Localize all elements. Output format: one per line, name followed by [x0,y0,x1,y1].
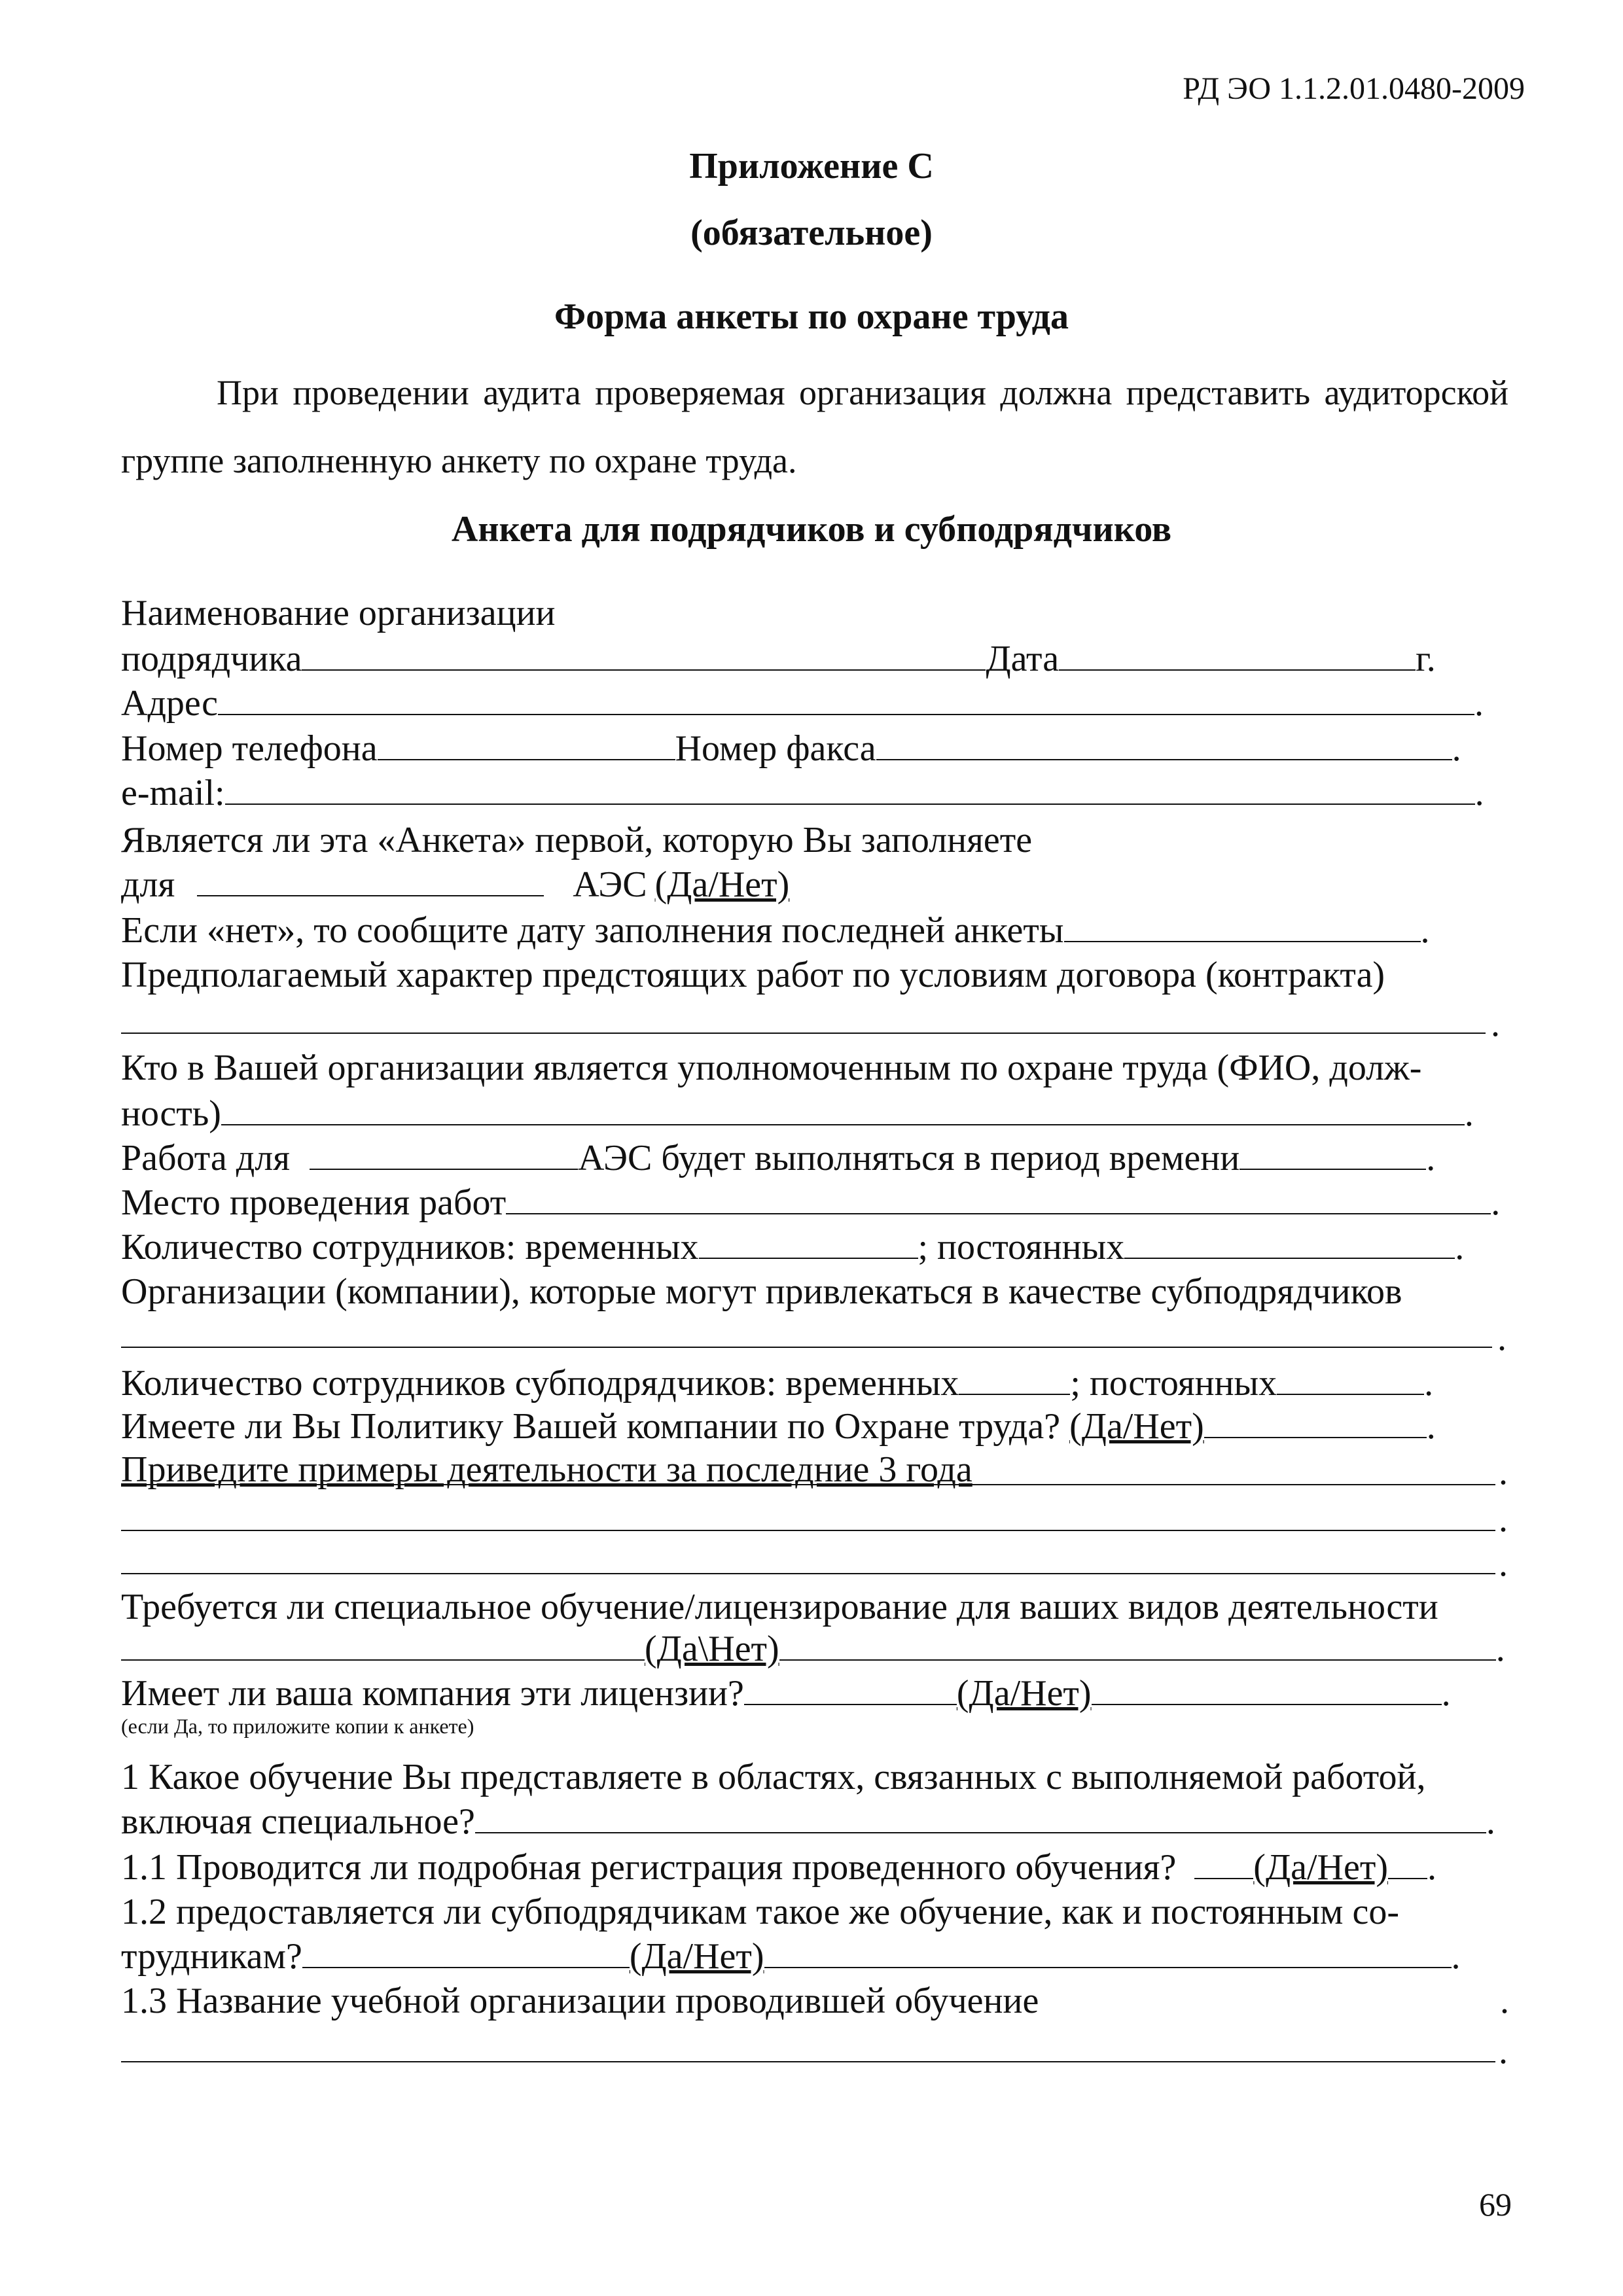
question-1-1-label: 1.1 Проводится ли подробная регистрация проведенного обучения? [121,1847,1177,1888]
policy-yesno[interactable]: (Да/Нет) [1069,1406,1204,1447]
sub-staff-temporary-label: Количество сотрудников субподрядчиков: временных [121,1363,959,1404]
question-1-1-row: 1.1 Проводится ли подробная регистрация проведенного обучения? (Да/Нет) . [121,1847,1436,1888]
work-for-plant-field[interactable] [310,1140,578,1170]
work-for-label: Работа для [121,1138,290,1178]
licenses-label: Имеет ли ваша компания эти лицензии? [121,1673,744,1714]
subcontractors-label: Организации (компании), которые могут привлекаться в качестве субподрядчиков [121,1271,1402,1312]
address-field[interactable] [218,685,1474,715]
year-suffix: г. [1416,639,1436,679]
sub-staff-row: Количество сотрудников субподрядчиков: временных ; постоянных . [121,1363,1434,1404]
training-requirement-row: (Да\Нет) . [121,1628,1505,1670]
staff-temporary-label: Количество сотрудников: временных [121,1227,699,1267]
question-1-row: включая специальное? . [121,1801,1495,1842]
first-questionnaire-question: Является ли эта «Анкета» первой, которую Вы заполняете [121,820,1033,860]
phone-fax-row: Номер телефона Номер факса . [121,728,1461,769]
email-label: e-mail: [121,773,225,813]
policy-row: Имеете ли Вы Политику Вашей компании по Охране труда? (Да/Нет) . [121,1406,1436,1447]
appendix-title: Приложение С [689,146,934,186]
questionnaire-title: Анкета для подрядчиков и субподрядчиков [451,509,1172,550]
sub-staff-permanent-label: ; постоянных [1070,1363,1277,1404]
work-place-label: Место проведения работ [121,1182,507,1223]
appendix-status: (обязательное) [690,213,933,253]
examples-dot-2: . [1499,1499,1508,1540]
first-q-for-label: для [121,864,175,905]
examples-dot-3: . [1499,1544,1508,1584]
work-period-label: АЭС будет выполняться в период времени [577,1138,1240,1178]
first-questionnaire-row [121,864,789,906]
fax-label: Номер факса [675,728,876,769]
question-1-1-yesno[interactable]: (Да/Нет) [1253,1847,1388,1888]
question-1-2-field-right[interactable] [764,1938,1452,1968]
org-name-label: Наименование организации [121,593,556,633]
address-row: Адрес . [121,683,1484,724]
question-1-1-field-left[interactable] [1194,1849,1253,1879]
fax-field[interactable] [876,730,1452,760]
work-place-row: Место проведения работ . [121,1182,1501,1223]
work-nature-label: Предполагаемый характер предстоящих работ по условиям договора (контракта) [121,955,1385,995]
staff-temporary-field[interactable] [699,1229,918,1259]
question-1-field[interactable] [475,1803,1486,1833]
licenses-yesno[interactable]: (Да/Нет) [956,1673,1092,1714]
contractor-field[interactable] [302,641,986,671]
question-1-3-dot: . [1500,1981,1509,2021]
first-q-plant-field[interactable] [197,866,544,896]
licenses-field-left[interactable] [744,1675,957,1705]
licenses-note: (если Да, то приложите копии к анкете) [121,1714,474,1738]
work-nature-dot: . [1491,1004,1500,1044]
examples-field-1[interactable] [121,1484,1495,1485]
phone-label: Номер телефона [121,728,378,769]
policy-field[interactable] [1204,1408,1427,1438]
sub-staff-temporary-field[interactable] [959,1365,1070,1395]
staff-count-row: Количество сотрудников: временных ; постоянных . [121,1227,1465,1267]
question-1-label: включая специальное? [121,1801,475,1842]
contractor-row [121,638,1436,680]
responsible-row: ность) . [121,1093,1474,1134]
staff-permanent-label: ; постоянных [918,1227,1125,1267]
policy-label: Имеете ли Вы Политику Вашей компании по Охране труда? [121,1406,1061,1447]
training-requirement-label: Требуется ли специальное обучение/лицензирование для ваших видов деятельности [121,1587,1438,1627]
if-no-label: Если «нет», то сообщите дату заполнения последней анкеты [121,910,1064,951]
contractor-label: подрядчика [121,639,302,679]
question-1-1-field-right[interactable] [1388,1849,1427,1879]
training-requirement-field-right[interactable] [779,1631,1496,1661]
date-field[interactable] [1059,641,1416,671]
question-1-2-field-left[interactable] [302,1938,630,1968]
first-q-yesno[interactable]: (Да/Нет) [654,864,790,905]
question-1-2-yesno[interactable]: (Да/Нет) [629,1936,764,1977]
phone-field[interactable] [378,730,675,760]
page-number: 69 [1479,2186,1512,2223]
question-1-2-label: трудникам? [121,1936,302,1977]
email-field[interactable] [225,775,1475,805]
licenses-field-right[interactable] [1092,1675,1442,1705]
training-requirement-field-left[interactable] [121,1631,645,1661]
work-place-field[interactable] [506,1184,1491,1214]
responsible-field[interactable] [221,1095,1465,1125]
work-period-field[interactable] [1240,1140,1426,1170]
date-label: Дата [986,639,1060,679]
question-1-3-field-dot: . [1499,2031,1508,2072]
training-requirement-yesno[interactable]: (Да\Нет) [645,1629,779,1669]
work-nature-field[interactable] [121,1033,1486,1034]
subcontractors-dot: . [1497,1318,1507,1358]
licenses-row: Имеет ли ваша компания эти лицензии? (Да/Нет) . [121,1673,1451,1714]
examples-dot-1: . [1499,1452,1508,1492]
intro-paragraph: При проведении аудита проверяемая организация должна представить аудиторской группе заполненную анкету по охране труда. [121,373,1508,480]
question-1-2-line1: 1.2 предоставляется ли субподрядчикам такое же обучение, как и постоянным со- [121,1892,1399,1932]
form-title: Форма анкеты по охране труда [554,296,1069,337]
examples-field-2[interactable] [121,1530,1495,1531]
email-row: e-mail: . [121,773,1484,813]
question-1-3-field[interactable] [121,2061,1495,2062]
work-for-row: Работа для АЭС будет выполняться в период времени . [121,1138,1436,1178]
subcontractors-field[interactable] [121,1347,1492,1348]
question-1-line1: 1 Какое обучение Вы представляете в областях, связанных с выполняемой работой, [121,1757,1426,1797]
responsible-question-line1: Кто в Вашей организации является уполномоченным по охране труда (ФИО, долж- [121,1048,1422,1088]
staff-permanent-field[interactable] [1124,1229,1455,1259]
responsible-label: ность) [121,1093,221,1134]
examples-label: Приведите примеры деятельности за последние 3 года [121,1449,972,1490]
last-questionnaire-date-field[interactable] [1064,912,1421,942]
question-1-2-row: трудникам? (Да/Нет) . [121,1936,1461,1977]
document-code: РД ЭО 1.1.2.01.0480-2009 [1183,71,1525,106]
question-1-3-label: 1.3 Название учебной организации проводившей обучение [121,1981,1039,2021]
address-label: Адрес [121,683,219,724]
last-questionnaire-row: Если «нет», то сообщите дату заполнения последней анкеты . [121,910,1430,951]
sub-staff-permanent-field[interactable] [1277,1365,1424,1395]
first-q-aes-label: АЭС [573,864,647,905]
examples-field-3[interactable] [121,1573,1495,1574]
